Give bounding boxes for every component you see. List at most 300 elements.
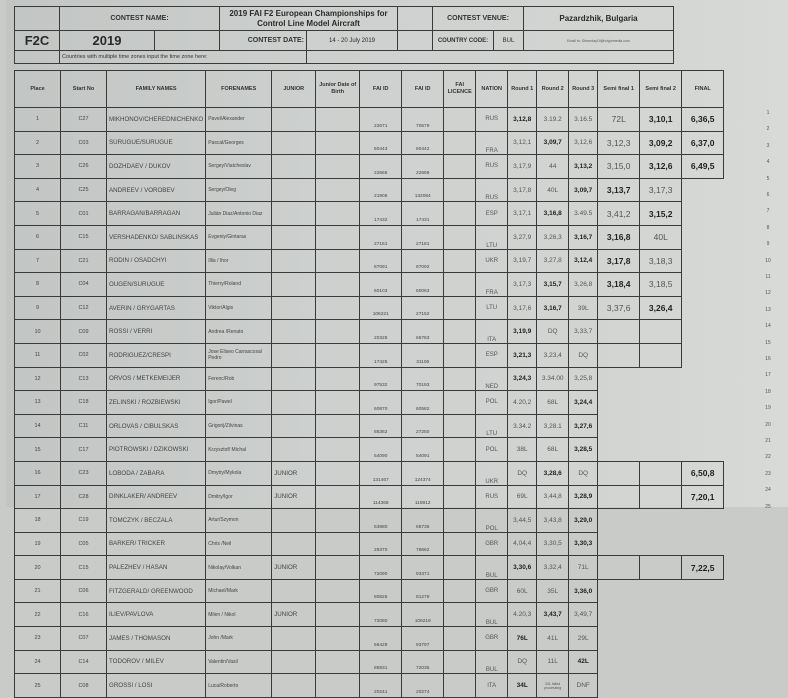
- junior: JUNIOR: [272, 485, 316, 509]
- junior-dob: [316, 674, 360, 698]
- fai-id-2: 20274: [402, 674, 444, 698]
- round-3: 3,29,0: [569, 509, 598, 533]
- start-no: C17: [61, 438, 107, 462]
- junior: JUNIOR: [272, 603, 316, 627]
- fai-licence: [444, 414, 476, 438]
- fai-licence: [444, 438, 476, 462]
- nation: POL: [476, 391, 508, 415]
- junior: [272, 579, 316, 603]
- fai-licence: [444, 178, 476, 202]
- semi-final-2: 3,12,6: [640, 155, 682, 179]
- forenames: Thierry/Roland: [206, 273, 272, 297]
- forenames: Luca/Roberto: [206, 674, 272, 698]
- nation: RUS: [476, 108, 508, 132]
- family-names: DOZHDAEV / DUKOV: [107, 155, 206, 179]
- semi-final-2: 3,09,2: [640, 131, 682, 155]
- round-1: 3.34.2: [508, 414, 537, 438]
- blank-cell: [15, 51, 60, 64]
- fai-licence: [444, 343, 476, 367]
- fai-id-2: 31106: [402, 343, 444, 367]
- final: [682, 296, 724, 320]
- fai-id-1: 72080: [360, 603, 402, 627]
- blank-cell: [155, 31, 220, 51]
- semi-final-2: [640, 414, 682, 438]
- nation: ESP: [476, 343, 508, 367]
- round-2: 68L: [537, 391, 569, 415]
- start-no: C05: [61, 532, 107, 556]
- place: 25: [15, 674, 61, 698]
- round-2: 11L: [537, 650, 569, 674]
- fai-id-1: 86362: [360, 414, 402, 438]
- round-3: 29L: [569, 627, 598, 651]
- junior: [272, 414, 316, 438]
- junior: [272, 178, 316, 202]
- round-3: 3,12,6: [569, 131, 598, 155]
- table-row: [15, 650, 724, 674]
- round-3: 3,13,2: [569, 155, 598, 179]
- family-names: SURUGUE/SURUGUE: [107, 131, 206, 155]
- forenames: Grigorij/Zilvinas: [206, 414, 272, 438]
- round-2: 44: [537, 155, 569, 179]
- col-header-round-2: Round 2: [537, 71, 569, 108]
- junior: [272, 155, 316, 179]
- start-no: C09: [61, 320, 107, 344]
- semi-final-1: 3,41,2: [598, 202, 640, 226]
- round-1: DQ: [508, 461, 537, 485]
- semi-final-1: [598, 674, 640, 698]
- results-sheet: [6, 0, 788, 695]
- col-header-start-no: Start No: [61, 71, 107, 108]
- place: 16: [15, 461, 61, 485]
- semi-final-1: [598, 627, 640, 651]
- table-row: [15, 296, 724, 320]
- fai-id-2: 60582: [402, 391, 444, 415]
- final: [682, 367, 724, 391]
- fai-id-1: 87091: [360, 249, 402, 273]
- fai-licence: [444, 509, 476, 533]
- forenames: Sergey/Oleg: [206, 178, 272, 202]
- place: 13: [15, 391, 61, 415]
- col-header-round-3: Round 3: [569, 71, 598, 108]
- fai-id-1: 21906: [360, 178, 402, 202]
- margin-number: 11: [765, 274, 771, 280]
- round-1: 3,21,3: [508, 343, 537, 367]
- nation: GBR: [476, 532, 508, 556]
- fai-id-2: 22669: [402, 155, 444, 179]
- blank-cell: [15, 7, 60, 31]
- semi-final-1: 3,16,8: [598, 225, 640, 249]
- margin-number: 22: [765, 454, 771, 461]
- semi-final-1: [598, 414, 640, 438]
- fai-licence: [444, 296, 476, 320]
- final: [682, 178, 724, 202]
- start-no: C26: [61, 155, 107, 179]
- round-2: 3,28.1: [537, 414, 569, 438]
- family-names: FITZGERALD/ GREENWOOD: [107, 579, 206, 603]
- fai-licence: [444, 603, 476, 627]
- round-3: 3,09,7: [569, 178, 598, 202]
- forenames: Milen / Nikol: [206, 603, 272, 627]
- forenames: Dmytry/Mykola: [206, 461, 272, 485]
- semi-final-1: [598, 556, 640, 580]
- semi-final-1: [598, 320, 640, 344]
- forenames: Jose Eliseo Carrascosa/ Pedro: [206, 343, 272, 367]
- fai-id-2: 60442: [402, 131, 444, 155]
- fai-licence: [444, 367, 476, 391]
- final: [682, 273, 724, 297]
- fai-id-2: 27152: [402, 296, 444, 320]
- start-no: C15: [61, 556, 107, 580]
- col-header-place: Place: [15, 71, 61, 108]
- start-no: C27: [61, 108, 107, 132]
- table-row: [15, 579, 724, 603]
- fai-id-1: 66429: [360, 627, 402, 651]
- place: 17: [15, 485, 61, 509]
- family-names: PALEZHEV / HASAN: [107, 556, 206, 580]
- semi-final-1: [598, 485, 640, 509]
- junior-dob: [316, 108, 360, 132]
- forenames: Ferenc/Rob: [206, 367, 272, 391]
- round-3: 3,28,9: [569, 485, 598, 509]
- round-1: 3,30,6: [508, 556, 537, 580]
- round-2: 34L failed processing: [537, 674, 569, 698]
- final: 7,22,5: [682, 556, 724, 580]
- junior-dob: [316, 367, 360, 391]
- fai-id-1: 131467: [360, 461, 402, 485]
- round-1: 3,17,6: [508, 296, 537, 320]
- junior: [272, 225, 316, 249]
- fai-licence: [444, 273, 476, 297]
- semi-final-2: 40L: [640, 225, 682, 249]
- round-2: 3,16,8: [537, 202, 569, 226]
- fai-id-1: 17425: [360, 343, 402, 367]
- junior-dob: [316, 556, 360, 580]
- junior-dob: [316, 532, 360, 556]
- semi-final-2: [640, 391, 682, 415]
- margin-number: 20: [765, 421, 771, 428]
- junior: [272, 532, 316, 556]
- junior: [272, 296, 316, 320]
- start-no: C21: [61, 249, 107, 273]
- margin-number: 19: [765, 405, 771, 412]
- forenames: John /Mark: [206, 627, 272, 651]
- margin-number: 2: [766, 126, 770, 133]
- junior-dob: [316, 438, 360, 462]
- place: 15: [15, 438, 61, 462]
- final: [682, 391, 724, 415]
- round-1: 3,44,5: [508, 509, 537, 533]
- semi-final-1: 72L: [598, 108, 640, 132]
- semi-final-2: [640, 627, 682, 651]
- fai-licence: [444, 532, 476, 556]
- junior-dob: [316, 202, 360, 226]
- semi-final-2: 3,17,3: [640, 178, 682, 202]
- round-2: 40L: [537, 178, 569, 202]
- place: 7: [15, 249, 61, 273]
- fai-id-1: 17432: [360, 202, 402, 226]
- round-2: DQ: [537, 320, 569, 344]
- start-no: C03: [61, 131, 107, 155]
- junior: [272, 343, 316, 367]
- table-row: [15, 532, 724, 556]
- final: [682, 674, 724, 698]
- place: 10: [15, 320, 61, 344]
- round-1: 3,17,9: [508, 155, 537, 179]
- start-no: C14: [61, 650, 107, 674]
- contest-year: 2019: [60, 31, 155, 51]
- round-3: 3,36,0: [569, 579, 598, 603]
- place: 11: [15, 343, 61, 367]
- family-names: ROSSI / VERRI: [107, 320, 206, 344]
- round-3: 3,30,3: [569, 532, 598, 556]
- nation: POL: [476, 509, 508, 533]
- semi-final-2: [640, 603, 682, 627]
- forenames: Krzysztof/ Michal: [206, 438, 272, 462]
- start-no: C04: [61, 273, 107, 297]
- margin-number: 16: [765, 356, 771, 362]
- margin-number: 12: [765, 290, 771, 297]
- final: [682, 225, 724, 249]
- table-row: [15, 108, 724, 132]
- final: [682, 509, 724, 533]
- final: 6,37,0: [682, 131, 724, 155]
- fai-id-1: 60870: [360, 391, 402, 415]
- margin-number: 6: [766, 192, 770, 198]
- round-2: 3,30,5: [537, 532, 569, 556]
- family-names: JAMES / THOMASON: [107, 627, 206, 651]
- round-2: 3.19.2: [537, 108, 569, 132]
- fai-id-2: 72035: [402, 650, 444, 674]
- round-1: 3,12,8: [508, 108, 537, 132]
- round-3: 3,33,7: [569, 320, 598, 344]
- semi-final-2: [640, 320, 682, 344]
- table-row: [15, 273, 724, 297]
- nation: FRA: [476, 273, 508, 297]
- semi-final-1: [598, 391, 640, 415]
- table-row: [15, 674, 724, 698]
- place: 2: [15, 131, 61, 155]
- col-header-round-1: Round 1: [508, 71, 537, 108]
- round-1: 60L: [508, 579, 537, 603]
- nation: UKR: [476, 461, 508, 485]
- place: 12: [15, 367, 61, 391]
- round-2: 3,27,8: [537, 249, 569, 273]
- timezone-input[interactable]: [307, 51, 674, 64]
- semi-final-1: [598, 650, 640, 674]
- semi-final-2: [640, 438, 682, 462]
- start-no: C01: [61, 202, 107, 226]
- family-names: ILIEV/PAVLOVA: [107, 603, 206, 627]
- place: 23: [15, 627, 61, 651]
- semi-final-2: 3,10,1: [640, 108, 682, 132]
- place: 18: [15, 509, 61, 533]
- junior: [272, 249, 316, 273]
- start-no: C16: [61, 603, 107, 627]
- family-names: BARRAGAN/BARRAGAN: [107, 202, 206, 226]
- column-header-row: [15, 71, 724, 108]
- round-2: 3,16,7: [537, 296, 569, 320]
- fai-id-1: 29370: [360, 532, 402, 556]
- junior: [272, 108, 316, 132]
- semi-final-1: 3,12,3: [598, 131, 640, 155]
- family-names: ANDREEV / VOROBEV: [107, 178, 206, 202]
- table-row: [15, 603, 724, 627]
- margin-number: 25: [765, 503, 771, 510]
- fai-id-2: 27250: [402, 414, 444, 438]
- contest-venue-label: CONTEST VENUE:: [433, 7, 524, 31]
- round-3: 42L: [569, 650, 598, 674]
- contest-header: [14, 6, 674, 64]
- fai-id-2: 118812: [402, 485, 444, 509]
- round-2: 3,28,6: [537, 461, 569, 485]
- fai-licence: [444, 485, 476, 509]
- nation: LTU: [476, 296, 508, 320]
- junior-dob: [316, 178, 360, 202]
- fai-id-2: 66763: [402, 320, 444, 344]
- margin-number: 13: [765, 306, 771, 313]
- table-row: [15, 438, 724, 462]
- contest-name: 2019 FAI F2 European Championships for Control Line Model Aircraft: [220, 7, 398, 31]
- final: [682, 249, 724, 273]
- round-1: 3,12,1: [508, 131, 537, 155]
- fai-licence: [444, 461, 476, 485]
- nation: NED: [476, 367, 508, 391]
- family-names: ORVOS / METKEMEIJER: [107, 367, 206, 391]
- nation: FRA: [476, 131, 508, 155]
- round-2: 3,15,7: [537, 273, 569, 297]
- round-1: 4.20,3: [508, 603, 537, 627]
- semi-final-1: [598, 438, 640, 462]
- fai-id-2: 54091: [402, 438, 444, 462]
- round-2: 3,26,3: [537, 225, 569, 249]
- family-names: OUGEN/SURUGUE: [107, 273, 206, 297]
- round-1: 4,04,4: [508, 532, 537, 556]
- fai-id-2: 70579: [402, 108, 444, 132]
- place: 14: [15, 414, 61, 438]
- final: [682, 603, 724, 627]
- col-header-forenames: FORENAMES: [206, 71, 272, 108]
- fai-id-2: 132084: [402, 178, 444, 202]
- fai-id-2: 93797: [402, 627, 444, 651]
- margin-number: 17: [765, 372, 771, 379]
- final: [682, 438, 724, 462]
- junior-dob: [316, 131, 360, 155]
- round-2: 3,44,8: [537, 485, 569, 509]
- nation: BUL: [476, 556, 508, 580]
- table-row: [15, 367, 724, 391]
- table-row: [15, 155, 724, 179]
- forenames: Nikolay/Volkan: [206, 556, 272, 580]
- fai-id-1: 53980: [360, 509, 402, 533]
- fai-id-1: 97532: [360, 367, 402, 391]
- fai-id-2: 27181: [402, 225, 444, 249]
- margin-number: 24: [765, 487, 771, 494]
- fai-licence: [444, 249, 476, 273]
- semi-final-1: 3,37,6: [598, 296, 640, 320]
- fai-licence: [444, 155, 476, 179]
- junior-dob: [316, 249, 360, 273]
- round-3: DQ: [569, 461, 598, 485]
- fai-licence: [444, 627, 476, 651]
- place: 21: [15, 579, 61, 603]
- start-no: C15: [61, 225, 107, 249]
- family-names: TODOROV / MILEV: [107, 650, 206, 674]
- round-3: 3,25,8: [569, 367, 598, 391]
- final: 7,20,1: [682, 485, 724, 509]
- start-no: C06: [61, 579, 107, 603]
- place: 24: [15, 650, 61, 674]
- round-2: 35L: [537, 579, 569, 603]
- start-no: C23: [61, 461, 107, 485]
- margin-number: 1: [766, 110, 770, 116]
- round-2: 3,43,8: [537, 509, 569, 533]
- margin-number: 14: [765, 323, 771, 330]
- semi-final-1: [598, 461, 640, 485]
- family-names: ZELINSKI / ROZBIEWSKI: [107, 391, 206, 415]
- final: [682, 343, 724, 367]
- junior: [272, 391, 316, 415]
- final: 6,50,8: [682, 461, 724, 485]
- semi-final-1: [598, 343, 640, 367]
- round-3: 71L: [569, 556, 598, 580]
- nation: POL: [476, 438, 508, 462]
- semi-final-2: 3,18,5: [640, 273, 682, 297]
- round-3: 3,16,7: [569, 225, 598, 249]
- round-1: 34L: [508, 674, 537, 698]
- junior: [272, 650, 316, 674]
- forenames: Valentin/Vasil: [206, 650, 272, 674]
- round-1: 3,24,3: [508, 367, 537, 391]
- col-header-fai-id-1: FAI ID: [360, 71, 402, 108]
- final: [682, 579, 724, 603]
- nation: UKR: [476, 249, 508, 273]
- junior: [272, 438, 316, 462]
- table-row: [15, 202, 724, 226]
- semi-final-1: [598, 532, 640, 556]
- final: [682, 202, 724, 226]
- fai-id-1: 85931: [360, 650, 402, 674]
- forenames: Dmitry/Igor: [206, 485, 272, 509]
- table-row: [15, 178, 724, 202]
- fai-id-2: 70193: [402, 367, 444, 391]
- round-1: 3,19,9: [508, 320, 537, 344]
- round-2: 3.34.00: [537, 367, 569, 391]
- table-row: [15, 391, 724, 415]
- fai-id-1: 72090: [360, 556, 402, 580]
- round-1: 3,17,1: [508, 202, 537, 226]
- table-row: [15, 249, 724, 273]
- nation: RUS: [476, 485, 508, 509]
- semi-final-1: [598, 579, 640, 603]
- table-row: [15, 225, 724, 249]
- round-2: 68L: [537, 438, 569, 462]
- family-names: BARKER/ TRICKER: [107, 532, 206, 556]
- fai-id-2: 60063: [402, 273, 444, 297]
- col-header-semi-final-2: Semi final 2: [640, 71, 682, 108]
- margin-number: 5: [766, 175, 770, 182]
- round-1: 38L: [508, 438, 537, 462]
- family-names: RODRIGUEZ/CRESPI: [107, 343, 206, 367]
- contest-date: 14 - 20 July 2019: [307, 31, 398, 51]
- fai-id-1: 114368: [360, 485, 402, 509]
- family-names: RODIN / OSADCHYI: [107, 249, 206, 273]
- semi-final-2: [640, 650, 682, 674]
- timezone-note: Countries with multiple time zones input the time zone here:: [60, 51, 307, 64]
- nation: GBR: [476, 579, 508, 603]
- place: 9: [15, 296, 61, 320]
- email-note: Email to: f2ecmday19@virginmedia.com: [524, 31, 674, 51]
- junior: JUNIOR: [272, 556, 316, 580]
